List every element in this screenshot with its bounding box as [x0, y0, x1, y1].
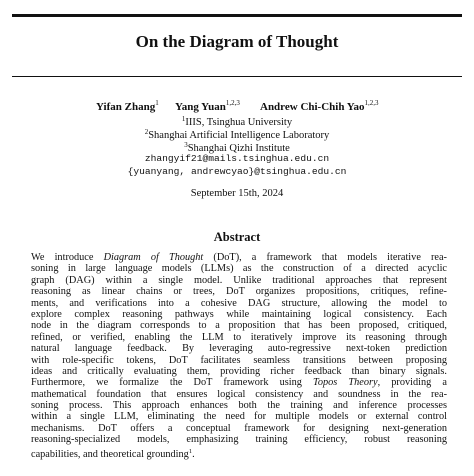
affiliation-mark: 1	[181, 115, 186, 123]
abstract-line: refined, or verified, enabling the LLM to iteratively improve its reasoning through	[31, 331, 447, 343]
affiliation-text: Shanghai Qizhi Institute	[187, 143, 290, 154]
abstract-line: within a single LLM, eliminating the need for multiple models or external control	[31, 411, 447, 423]
abstract-body	[31, 252, 447, 460]
footnote-marker[interactable]: 1	[188, 447, 193, 455]
abstract-line: Furthermore, we formalize the DoT framework using Topos Theory, providing a	[31, 377, 447, 389]
abstract-line: reasoning-specialized models, emphasizing training efficiency, robust reasoning	[31, 434, 447, 446]
abstract-last-line	[31, 446, 447, 460]
abstract-line: capabilities, and theoretical grounding	[31, 448, 189, 460]
publication-date: September 15th, 2024	[190, 188, 284, 199]
abstract-line: explore complex reasoning pathways while maintaining logical consistency. Each	[31, 308, 447, 320]
abstract-line: mechanisms. DoT offers a conceptual framework for designing next-generation	[31, 422, 447, 434]
affiliation-mark: 2	[144, 128, 149, 136]
abstract-line: reasoning as linear chains or trees, DoT organizes propositions, critiques, refine-	[31, 286, 447, 298]
author-1	[96, 99, 159, 113]
abstract-line: natural language feedback. By leveraging auto-regressive next-token prediction	[31, 343, 447, 355]
abstract-line: soning process. This approach enhances both the training and inference processes	[31, 400, 447, 412]
author-name: Yang Yuan	[175, 101, 226, 113]
title-top-rule	[12, 14, 462, 17]
emphasis-text: Topos Theory	[313, 377, 378, 389]
abstract-line: graph (DAG) within a single model. Unlike traditional approaches that represent	[31, 274, 447, 286]
email-2[interactable]: {yuanyang, andrewcyao}@tsinghua.edu.cn	[127, 166, 347, 177]
author-3	[260, 99, 379, 113]
abstract-line: We introduce Diagram of Thought (DoT), a framework that models iterative rea-	[31, 252, 447, 263]
author-name: Andrew Chi-Chih Yao	[260, 101, 365, 113]
paper-title: On the Diagram of Thought	[135, 32, 339, 51]
affiliation-text: Shanghai Artificial Intelligence Laboratory	[148, 130, 330, 141]
author-affil-mark: 1,2,3	[225, 99, 240, 107]
abstract-line: with role-specific tokens, DoT facilitates seamless transitions between proposing	[31, 354, 447, 366]
author-affil-mark: 1,2,3	[364, 99, 379, 107]
affiliation-mark: 3	[184, 141, 188, 149]
title-bottom-rule	[12, 76, 462, 77]
author-affil-mark: 1	[155, 99, 159, 107]
author-2	[175, 99, 240, 113]
abstract-line: ideas and critically evaluating them, providing richer feedback than binary signals.	[31, 365, 447, 377]
abstract-line: node in the diagram corresponds to a proposition that has been proposed, critiqued,	[31, 320, 447, 332]
emphasis-text: Diagram of Thought	[103, 252, 204, 263]
affiliation-text: IIIS, Tsinghua University	[185, 117, 293, 128]
abstract-end-period: .	[192, 448, 195, 460]
abstract-line: ments, and verifications into a cohesive DAG structure, allowing the model to	[31, 297, 447, 309]
abstract-line: soning in large language models (LLMs) as the construction of a directed acyclic	[31, 263, 447, 275]
author-name: Yifan Zhang	[96, 101, 156, 113]
email-1[interactable]: zhangyif21@mails.tsinghua.edu.cn	[144, 153, 330, 164]
abstract-line: mathematical foundation that ensures logical consistency and soundness in the rea-	[31, 388, 447, 400]
abstract-heading: Abstract	[213, 230, 261, 244]
